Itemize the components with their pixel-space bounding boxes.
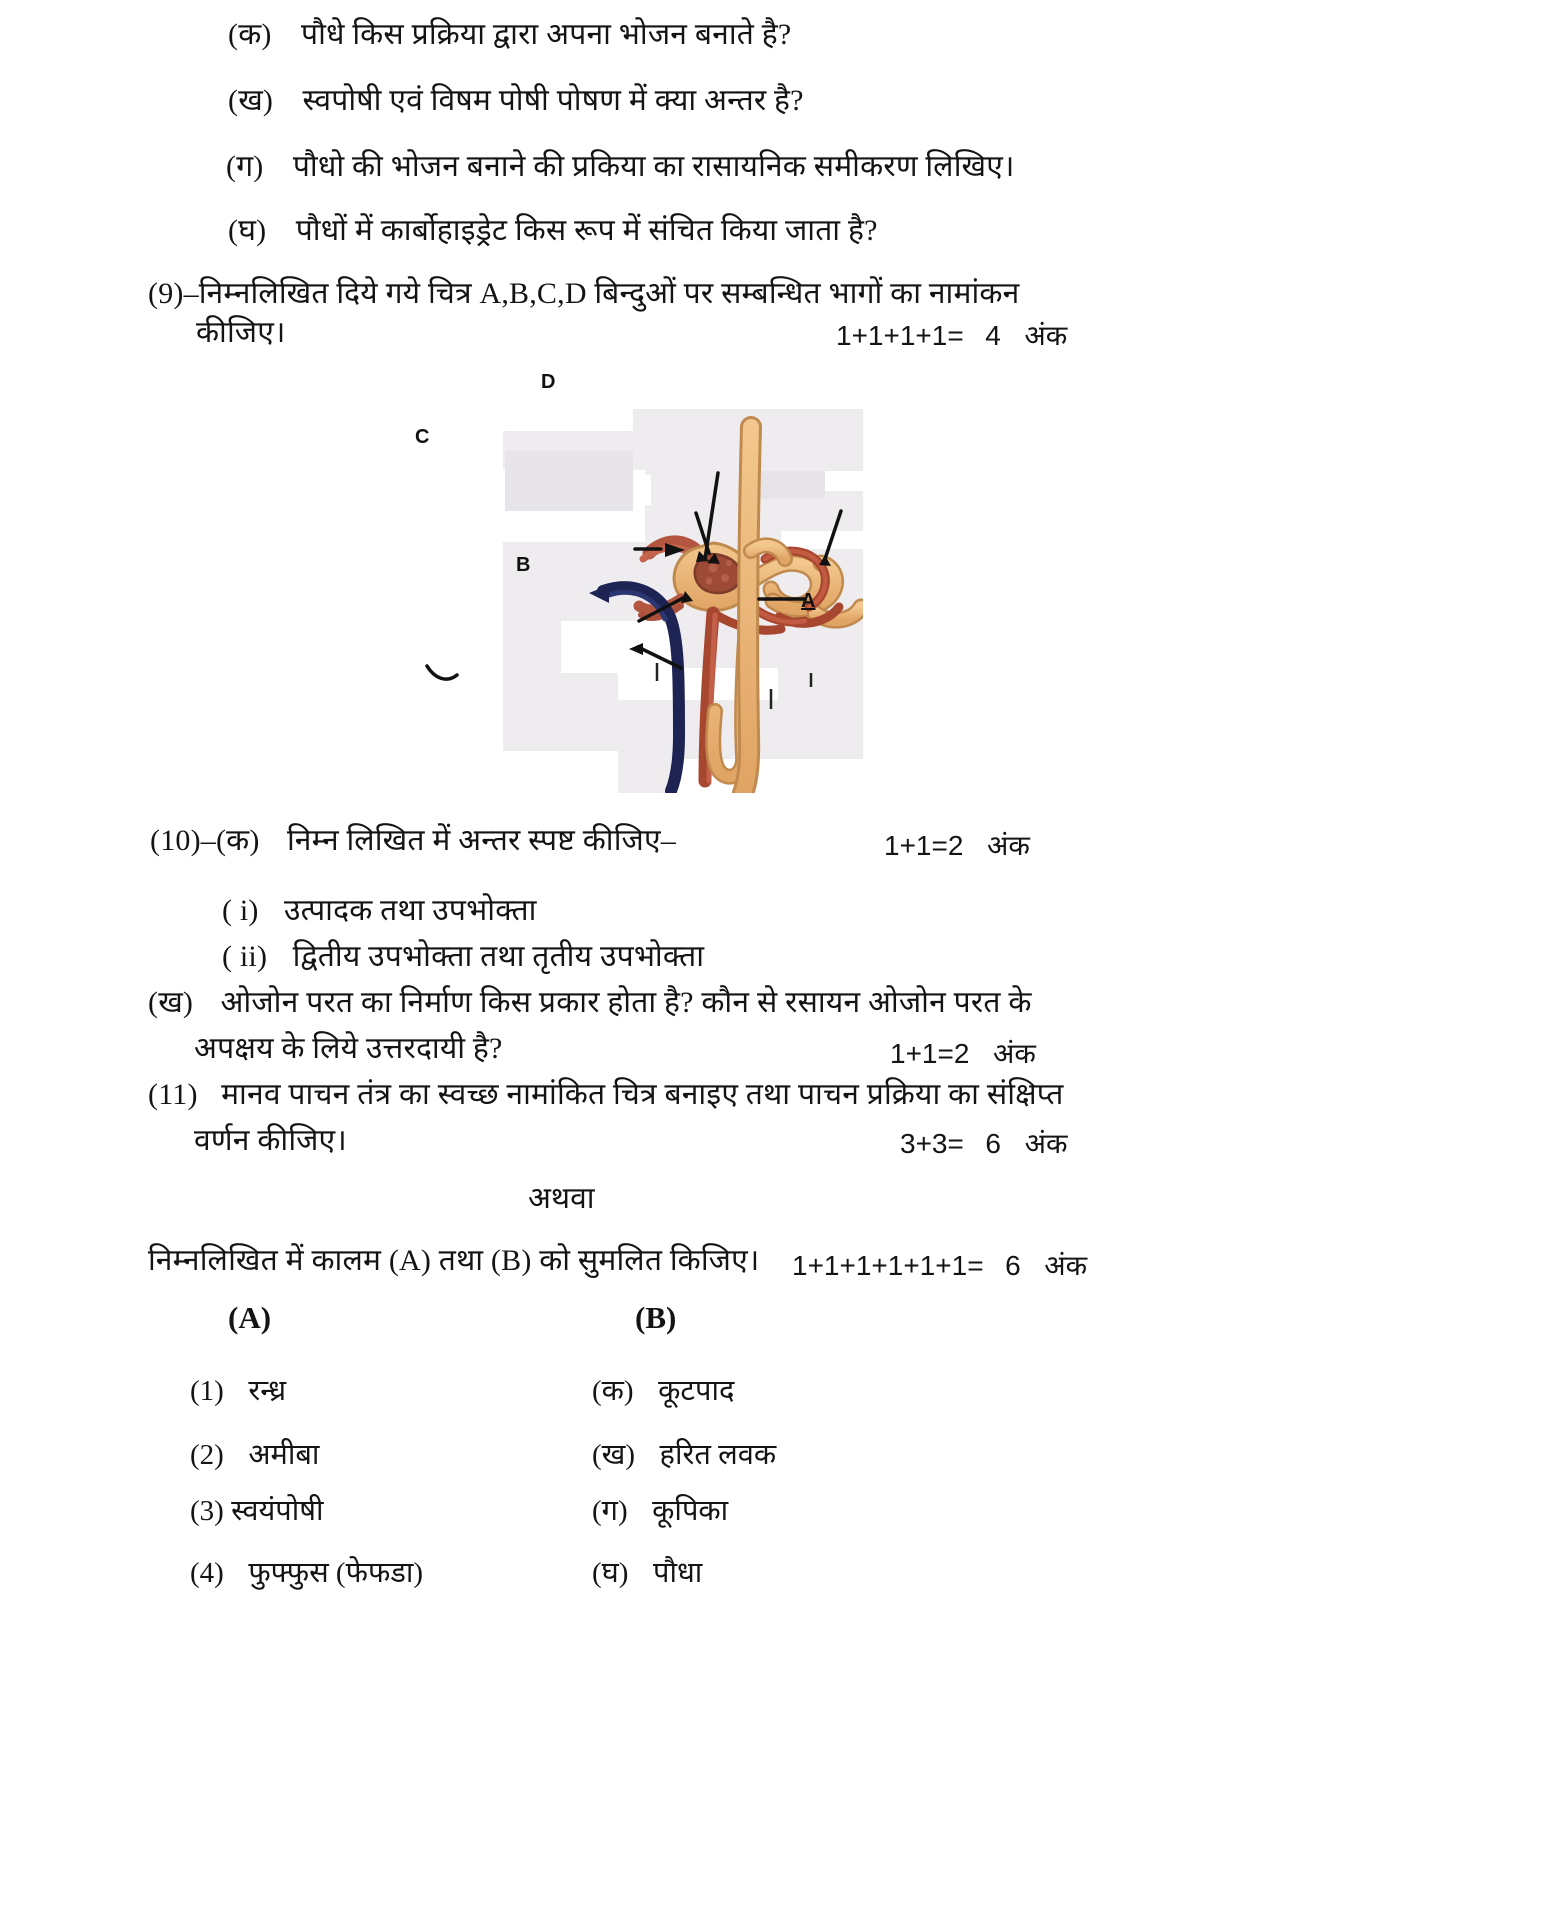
question-8-part-ka: [228, 16, 791, 54]
question-10-kha-marks-unit: अंक: [992, 1039, 1036, 1070]
question-10-ka-marks-unit: अंक: [986, 831, 1030, 862]
matching-marks-unit: अंक: [1044, 1251, 1088, 1282]
sub-item-text-i: उत्पादक तथा उपभोक्ता: [284, 894, 537, 927]
question-8-part-gha: [228, 212, 878, 250]
part-label-kha: (ख): [228, 84, 274, 117]
question-11-marks-expr: 3+3=: [900, 1128, 964, 1159]
question-10-kha-marks-expr: 1+1=2: [890, 1038, 970, 1069]
column-b-label-2: (ख): [592, 1439, 636, 1471]
question-10-kha-text-1: ओजोन परत का निर्माण किस प्रकार होता है? कौन से रसायन ओजोन परत के: [220, 986, 1032, 1019]
column-a-item-4: [190, 1552, 423, 1591]
column-a-text-2: अमीबा: [248, 1439, 320, 1471]
column-b-text-1: कूटपाद: [658, 1375, 735, 1407]
column-a-text-3: स्वयंपोषी: [231, 1495, 324, 1527]
part-label-gha: (घ): [228, 214, 267, 247]
column-b-item-4: [592, 1552, 702, 1591]
column-a-label-4: (4): [190, 1557, 224, 1589]
question-9-text-line2: कीजिए।: [196, 316, 286, 349]
question-10-kha-marks: [890, 1034, 1036, 1072]
question-9-number: (9)–: [148, 277, 199, 310]
question-11-line-1: [148, 1076, 1064, 1114]
question-9-marks-unit: अंक: [1024, 321, 1068, 352]
column-a-label-3: (3): [190, 1495, 224, 1527]
sub-item-label-i: ( i): [222, 894, 259, 927]
figure-label-C: C: [415, 426, 430, 448]
column-a-text-4: फुफ्फुस (फेफडा): [248, 1557, 423, 1589]
question-11-marks-value: 6: [985, 1128, 1001, 1159]
column-b-text-2: हरित लवक: [659, 1439, 777, 1471]
question-11-text-2: वर्णन कीजिए।: [194, 1124, 347, 1157]
question-10-part-kha-line2: [194, 1030, 503, 1068]
question-11-line-2: [194, 1122, 347, 1160]
column-b-heading: (B): [635, 1300, 677, 1335]
column-b-text-3: कूपिका: [652, 1495, 729, 1527]
question-8-part-ga: [226, 148, 1015, 186]
question-11-number: (11): [148, 1078, 198, 1111]
question-10-sub-item-i: [222, 892, 537, 930]
column-a-label-2: (2): [190, 1439, 224, 1471]
column-b-item-1: [592, 1370, 734, 1409]
question-10-kha-label: (ख): [148, 986, 194, 1019]
nephron-illustration: [413, 363, 863, 793]
part-text-kha: स्वपोषी एवं विषम पोषी पोषण में क्या अन्तर है?: [302, 84, 804, 117]
nephron-diagram: [413, 363, 863, 793]
figure-label-A: A: [801, 590, 816, 612]
column-b-label-3: (ग): [592, 1495, 628, 1527]
question-10-number: (10)–: [150, 824, 216, 857]
column-a-item-1: [190, 1370, 286, 1409]
question-10-ka-text: निम्न लिखित में अन्तर स्पष्ट कीजिए–: [287, 824, 676, 857]
question-10-ka-label: (क): [215, 824, 260, 857]
column-a-label-1: (1): [190, 1375, 224, 1407]
question-11-marks: [900, 1124, 1067, 1162]
question-10-kha-text-2: अपक्षय के लिये उत्तरदायी है?: [194, 1032, 503, 1065]
question-9-marks-expr: 1+1+1+1=: [836, 320, 964, 351]
part-label-ga: (ग): [226, 150, 264, 183]
figure-label-D: D: [541, 371, 556, 393]
column-b-item-2: [592, 1434, 776, 1473]
column-a-text-1: रन्ध्र: [248, 1375, 287, 1407]
part-text-gha: पौधों में कार्बोहाइड्रेट किस रूप में संचित किया जाता है?: [295, 214, 878, 247]
matching-marks-value: 6: [1005, 1250, 1021, 1281]
question-10-part-kha-line1: [148, 984, 1032, 1022]
question-11-text-1: मानव पाचन तंत्र का स्वच्छ नामांकित चित्र बनाइए तथा पाचन प्रक्रिया का संक्षिप्त: [221, 1078, 1064, 1111]
matching-marks-expr: 1+1+1+1+1+1=: [792, 1250, 984, 1281]
part-text-ga: पौधो की भोजन बनाने की प्रकिया का रासायनिक समीकरण लिखिए।: [292, 150, 1015, 183]
question-9-line-1: [148, 275, 1020, 313]
matching-marks: [792, 1246, 1087, 1284]
column-b-label-4: (घ): [592, 1557, 629, 1589]
column-b-item-3: [592, 1490, 728, 1529]
sub-item-text-ii: द्वितीय उपभोक्ता तथा तृतीय उपभोक्ता: [292, 940, 705, 973]
question-10-ka-marks: [884, 826, 1030, 864]
question-9-line-2: [196, 314, 286, 352]
part-label-ka: (क): [228, 18, 272, 51]
column-b-label-1: (क): [592, 1375, 634, 1407]
question-11-marks-unit: अंक: [1024, 1129, 1068, 1160]
question-9-text-line1: निम्नलिखित दिये गये चित्र A,B,C,D बिन्दुओं पर सम्बन्धित भागों का नामांकन: [198, 277, 1020, 310]
question-9-marks: [836, 316, 1067, 354]
column-a-heading: (A): [228, 1300, 272, 1335]
matching-instruction-text: निम्नलिखित में कालम (A) तथा (B) को सुमलित किजिए।: [148, 1244, 760, 1277]
question-9-marks-value: 4: [985, 320, 1001, 351]
question-8-part-kha: [228, 82, 804, 120]
question-10-part-ka: [150, 822, 676, 860]
sub-item-label-ii: ( ii): [222, 940, 268, 973]
part-text-ka: पौधे किस प्रक्रिया द्वारा अपना भोजन बनाते है?: [301, 18, 792, 51]
column-b-text-4: पौधा: [652, 1557, 703, 1589]
column-a-item-3: [190, 1490, 324, 1529]
figure-label-B: B: [516, 554, 531, 576]
matching-instruction: [148, 1242, 759, 1280]
athava-divider: अथवा: [528, 1182, 595, 1215]
column-a-item-2: [190, 1434, 319, 1473]
question-10-sub-item-ii: [222, 938, 704, 976]
question-10-ka-marks-expr: 1+1=2: [884, 830, 964, 861]
